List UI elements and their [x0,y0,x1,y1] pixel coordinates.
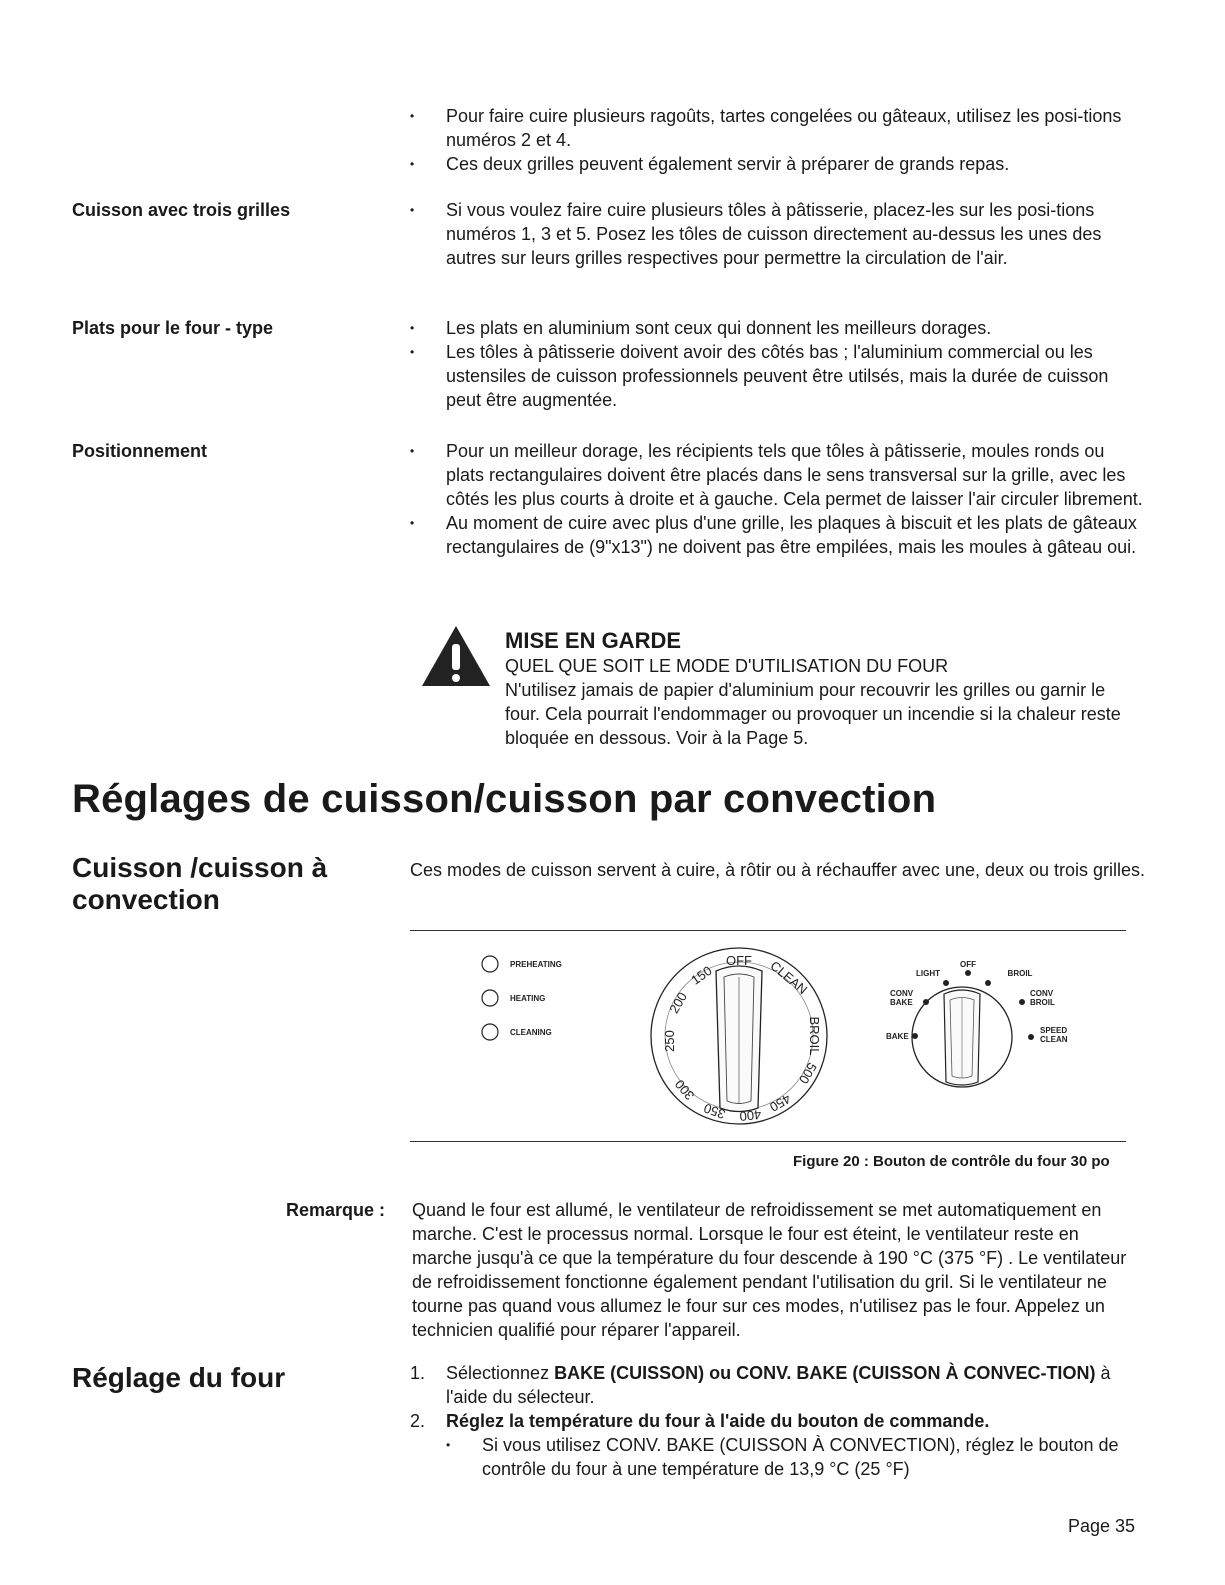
convection-heading-line1: Cuisson /cuisson à [72,852,328,883]
indicator-panel [480,952,590,1052]
dial-label: 300 [671,1076,698,1104]
pan-types-label: Plats pour le four - type [72,318,274,338]
indicator-light [482,956,498,972]
dial-label: 400 [738,1107,762,1124]
dial-label: 250 [662,1030,677,1052]
step-text-bold: Réglez la température du four à l'aide du bouton de commande. [446,1411,990,1431]
three-racks-label: Cuisson avec trois grilles [72,200,291,220]
step-text-bold: BAKE (CUISSON) ou CONV. BAKE (CUISSON À CONVEC-TION) [554,1363,1096,1383]
figure-top-rule [410,930,1126,931]
section-title: Réglages de cuisson/cuisson par convection [72,777,937,821]
selector-label: LIGHT [916,969,940,978]
dial-label: 200 [666,989,691,1016]
convection-heading-line2: convection [72,884,220,915]
figure-caption: Figure 20 : Bouton de contrôle du four 30 po [793,1153,1110,1170]
list-item: • Au moment de cuire avec plus d'une grille, les plaques à biscuit et les plats de gâteaux rectangulaires de (9"x13") ne doivent pas être empilées, mais les moules à gâteau oui. [410,511,1146,559]
selector-label: SPEED [1040,1026,1068,1035]
warning-box [505,628,1145,750]
three-racks-list [410,198,1140,270]
list-item [410,1361,1140,1409]
convection-heading [72,852,327,916]
list-item [410,1409,1140,1481]
dial-label: 150 [688,962,715,988]
indicator-label: HEATING [510,994,546,1003]
dial-label: 500 [795,1060,820,1087]
temperature-dial [646,943,832,1129]
positioning-label: Positionnement [72,441,208,461]
positioning-list [410,439,1146,559]
oven-setting-heading: Réglage du four [72,1362,286,1393]
warning-body: N'utilisez jamais de papier d'aluminium pour recouvrir les grilles ou garnir le four. Cela pourrait l'endommager ou provoquer un incendie si la chaleur reste bloquée en dessous. Voir à la Page 5. [505,680,1121,748]
selector-label: CLEAN [1040,1035,1068,1044]
selector-label: CONV [1030,989,1054,998]
oven-setting-steps [410,1361,1140,1481]
selector-dial [880,952,1080,1102]
list-item: • Si vous utilisez CONV. BAKE (CUISSON À CONVECTION), réglez le bouton de contrôle du four à une température de 13,9 °C (25 °F) [446,1433,1140,1481]
list-item: • Si vous voulez faire cuire plusieurs tôles à pâtisserie, placez-les sur les posi-tions numéros 1, 3 et 5. Posez les tôles de cuisson directement au-dessus les unes des autres sur leurs grilles respectives pour permettre la circulation de l'air. [410,198,1140,270]
figure-bottom-rule [410,1141,1126,1142]
convection-intro: Ces modes de cuisson servent à cuire, à rôtir ou à réchauffer avec une, deux ou trois grilles. [410,860,1146,880]
warning-title: MISE EN GARDE [505,628,682,653]
selector-label: CONV [890,989,914,998]
list-item: • Pour un meilleur dorage, les récipients tels que tôles à pâtisserie, moules ronds ou plats rectangulaires doivent être placés dans le sens transversal sur la grille, avec les côtés les plus courts à droite et à gauche. Cela permet de laisser l'air circuler librement. [410,439,1146,511]
top-bullet-list [410,104,1146,176]
step-number: 2. [410,1411,426,1431]
selector-label: OFF [960,960,976,969]
selector-label: BAKE [886,1032,909,1041]
selector-label: BROIL [1007,969,1033,978]
dial-label: 450 [767,1090,794,1115]
list-item: • Les plats en aluminium sont ceux qui donnent les meilleurs dorages. [410,316,1146,340]
step-number: 1. [410,1363,426,1383]
list-item: • Les tôles à pâtisserie doivent avoir des côtés bas ; l'aluminium commercial ou les ustensiles de cuisson professionnels peuvent être utilsés, mais la durée de cuisson peut être augmentée. [410,340,1146,412]
warning-triangle-icon [420,624,492,688]
step-sublist [446,1433,1140,1481]
dial-label: 350 [701,1100,728,1122]
indicator-label: CLEANING [510,1028,552,1037]
selector-label: BAKE [890,998,913,1007]
selector-label: BROIL [1030,998,1055,1007]
dial-label: OFF [726,953,752,968]
indicator-light [482,990,498,1006]
page-number: Page 35 [1068,1516,1136,1536]
indicator-label: PREHEATING [510,960,562,969]
warning-subtitle: QUEL QUE SOIT LE MODE D'UTILISATION DU FOUR [505,656,949,676]
dial-label: CLEAN [767,957,811,998]
dial-label: BROIL [807,1016,822,1056]
pan-types-list [410,316,1146,412]
step-text-pre: Sélectionnez [446,1363,555,1383]
step-text-post: à l'aide du sélecteur. [446,1363,1111,1407]
list-item: • Pour faire cuire plusieurs ragoûts, tartes congelées ou gâteaux, utilisez les posi-tions numéros 2 et 4. [410,104,1146,152]
remark-label: Remarque : [286,1200,386,1220]
remark-text: Quand le four est allumé, le ventilateur de refroidissement se met automatiquement en marche. C'est le processus normal. Lorsque le four est éteint, le ventilateur reste en marche jusqu'à ce que la température du four descende à 190 °C (375 °F) . Le ventilateur de refroidissement fonctionne également pendant l'utilisation du gril. Si le ventilateur ne tourne pas quand vous allumez le four sur ces modes, n'utilisez pas le four. Appelez un technicien qualifié pour réparer l'appareil. [412,1200,1127,1340]
list-item: • Ces deux grilles peuvent également servir à préparer de grands repas. [410,152,1146,176]
indicator-light [482,1024,498,1040]
